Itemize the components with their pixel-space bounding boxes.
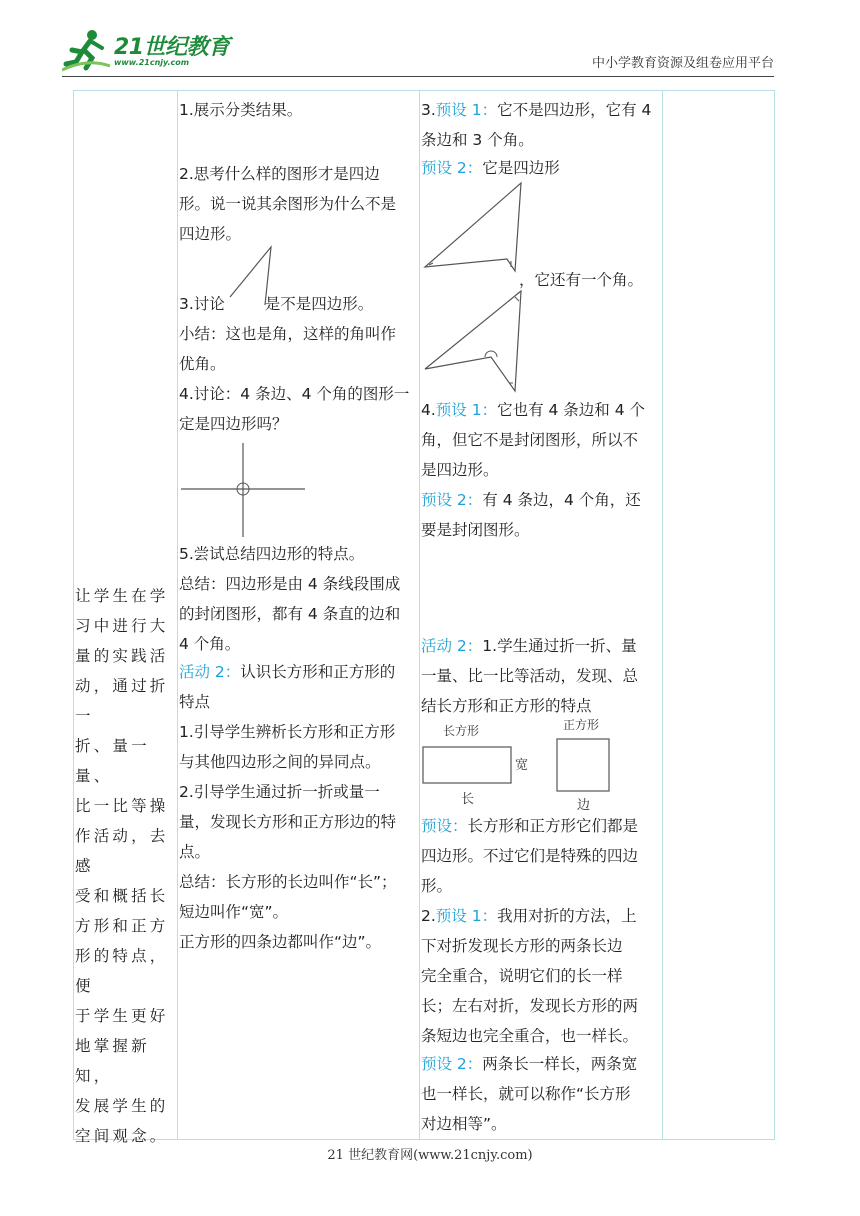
text-line: 1.引导学生辨析长方形和正方形 <box>179 723 396 741</box>
text-line: 要是封闭图形。 <box>421 521 530 539</box>
page-header <box>0 0 860 90</box>
text-line: 正方形的四条边都叫作“边”。 <box>179 933 382 951</box>
text-line: 一量、比一比等活动，发现、总 <box>421 667 639 685</box>
lesson-table <box>73 90 775 1145</box>
design-intent-line: 习中进行大 <box>75 617 169 635</box>
text-line: 四边形。不过它们是特殊的四边 <box>421 847 639 865</box>
text-line: 活动 2：认识长方形和正方形的 <box>179 663 396 681</box>
rectangle-label: 长方形 <box>443 724 480 738</box>
header-divider <box>62 76 774 77</box>
text-line: 总结：四边形是由 4 条线段围成 <box>179 575 401 593</box>
text-line: 4 个角。 <box>179 635 241 653</box>
text-line: 2.预设 1：我用对折的方法，上 <box>421 907 637 925</box>
text-line: 预设 2：两条长一样长，两条宽 <box>421 1055 638 1073</box>
design-intent-line: 比一比等操 <box>75 797 169 815</box>
text-line: 小结：这也是角，这样的角叫作 <box>179 325 397 343</box>
text-line: 长；左右对折，发现长方形的两 <box>421 997 639 1015</box>
page-footer: 21 世纪教育网(www.21cnjy.com) <box>327 1148 533 1163</box>
text-line: 2.思考什么样的图形才是四边 <box>179 165 380 183</box>
text-line: 四边形。 <box>179 225 242 243</box>
design-intent-line: 于学生更好 <box>75 1007 169 1025</box>
concave-angle-figure <box>421 287 525 397</box>
table-divider-3 <box>662 91 663 1139</box>
design-intent-line: 地掌握新知， <box>75 1037 150 1085</box>
design-intent-column <box>75 581 177 1151</box>
text-line: 3.预设 1：它不是四边形，它有 4 <box>421 101 652 119</box>
logo-text: 21世纪教育 <box>114 35 230 60</box>
design-intent-line: 量的实践活 <box>75 647 169 665</box>
square-side-label: 边 <box>577 798 591 813</box>
text-line: 的封闭图形，都有 4 条直的边和 <box>179 605 401 623</box>
design-intent-line: 方形和正方 <box>75 917 169 935</box>
table-border-right <box>774 91 775 1139</box>
design-intent-line: 作活动，去感 <box>75 827 169 875</box>
square-label: 正方形 <box>563 718 600 732</box>
text-line: 1.展示分类结果。 <box>179 101 303 119</box>
text-line: 预设 2：它是四边形 <box>421 159 560 177</box>
design-intent-line: 空间观念。 <box>75 1127 169 1145</box>
crossed-lines-figure <box>181 443 307 539</box>
text-line: 是四边形。 <box>421 461 499 479</box>
rectangle-length-label: 长 <box>461 792 475 807</box>
text-line: 定是四边形吗？ <box>179 415 288 433</box>
text-line: 对边相等”。 <box>421 1115 507 1133</box>
table-border-left <box>73 91 74 1139</box>
concave-quadrilateral-figure <box>421 179 525 275</box>
design-intent-line: 受和概括长 <box>75 887 169 905</box>
text-line: 3.讨论 是不是四边形。 <box>179 295 374 313</box>
text-line: 活动 2：1.学生通过折一折、量 <box>421 637 637 655</box>
rectangle-square-figure <box>421 717 665 815</box>
text-line: 特点 <box>179 693 211 711</box>
text-line: 预设：长方形和正方形它们都是 <box>421 817 639 835</box>
runner-icon <box>62 28 112 72</box>
rectangle-width-label: 宽 <box>515 758 529 773</box>
text-line: 下对折发现长方形的两条长边 <box>421 937 623 955</box>
logo <box>62 28 232 76</box>
design-intent-line: 让学生在学 <box>75 587 169 605</box>
text-line: 2.引导学生通过折一折或量一 <box>179 783 380 801</box>
text-line: 量，发现长方形和正方形边的特 <box>179 813 397 831</box>
text-line: 与其他四边形之间的异同点。 <box>179 753 381 771</box>
text-line: 4.讨论：4 条边、4 个角的图形一 <box>179 385 410 403</box>
text-line: 也一样长，就可以称作“长方形 <box>421 1085 631 1103</box>
design-intent-line: 发展学生的 <box>75 1097 169 1115</box>
text-line: 条边和 3 个角。 <box>421 131 534 149</box>
text-line: 形。说一说其余图形为什么不是 <box>179 195 397 213</box>
text-line: 4.预设 1：它也有 4 条边和 4 个 <box>421 401 646 419</box>
design-intent-line: 形的特点，便 <box>75 947 169 995</box>
rectangle-shape <box>423 747 511 783</box>
design-intent-line: 动，通过折一 <box>75 677 169 725</box>
platform-name: 中小学教育资源及组卷应用平台 <box>591 56 774 71</box>
text-line: 完全重合，说明它们的长一样 <box>421 967 623 985</box>
text-line: 形。 <box>421 877 453 895</box>
table-divider-2 <box>419 91 420 1139</box>
text-line: 优角。 <box>179 355 226 373</box>
text-line: 角，但它不是封闭图形，所以不 <box>421 431 639 449</box>
text-line: 点。 <box>179 843 211 861</box>
table-divider-1 <box>177 91 178 1139</box>
text-line: 结长方形和正方形的特点 <box>421 697 592 715</box>
text-line: 条短边也完全重合，也一样长。 <box>421 1027 639 1045</box>
design-intent-line: 折、量一量、 <box>75 737 150 785</box>
text-line: 总结：长方形的长边叫作“长”； <box>179 873 397 891</box>
logo-url: www.21cnjy.com <box>114 58 190 67</box>
square-shape <box>557 739 609 791</box>
text-line: 短边叫作“宽”。 <box>179 903 289 921</box>
text-line: 预设 2：有 4 条边，4 个角，还 <box>421 491 641 509</box>
text-line: 5.尝试总结四边形的特点。 <box>179 545 365 563</box>
text-line: ，它还有一个角。 <box>519 271 644 289</box>
